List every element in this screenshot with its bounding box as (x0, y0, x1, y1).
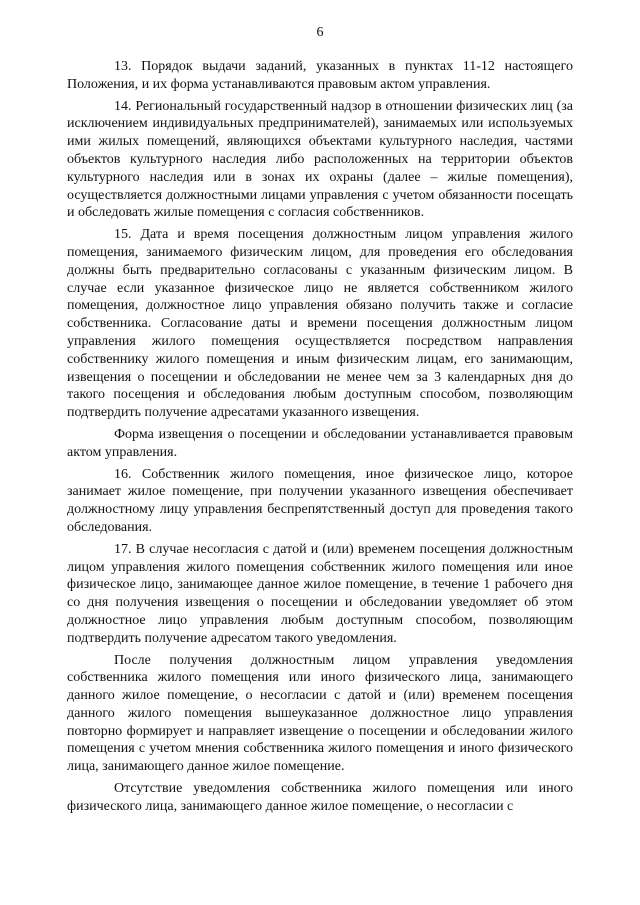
paragraph-14: 14. Региональный государственный надзор в отношении физических лиц (за исключением индивидуальных предпринимателей), занимаемых или используемых ими жилых помещений, являющихся объектами культурного наследия, частями объектов культурного наследия либо расположенных на территории объектов культурного наследия или в зонах их охраны (далее – жилые помещения), осуществляется должностными лицами управления с учетом обязанности посещать и обследовать жилые помещения с согласия собственников. (67, 98, 573, 221)
paragraph-15: 15. Дата и время посещения должностным лицом управления жилого помещения, занимаемого физическим лицом, для проведения его обследования должны быть предварительно согласованы с указанным физическим лицом. В случае если указанное физическое лицо не является собственником жилого помещения, должностное лицо управления обязано получить также и согласие собственника. Согласование даты и времени посещения должностным лицом управления жилого помещения осуществляется посредством направления собственнику жилого помещения и иным физическим лицам, его занимающим, извещения о посещении и обследовании не менее чем за 3 календарных дня до такого посещения и обследования любым доступным способом, позволяющим подтвердить получение адресатами указанного извещения. (67, 227, 573, 421)
paragraph-after-notification: После получения должностным лицом управления уведомления собственника жилого помещения или иного физического лица, занимающего данного жилое помещение, о несогласии с датой и (или) временем посещения данного жилого помещения вышеуказанное должностное лицо управления повторно формирует и направляет извещение о посещении и обследовании жилого помещения с учетом мнения собственника жилого помещения и иного физического лица, занимающего данное жилое помещение. (67, 652, 573, 775)
paragraph-17: 17. В случае несогласия с датой и (или) временем посещения должностным лицом управления жилого помещения собственник жилого помещения или иное физическое лицо, занимающее данное жилое помещение, в течение 1 рабочего дня со дня получения извещения о посещении и обследовании уведомляет об этом должностное лицо управления любым доступным способом, позволяющим подтвердить получение адресатом такого уведомления. (67, 541, 573, 646)
page-number: 6 (316, 25, 324, 40)
paragraph-13: 13. Порядок выдачи заданий, указанных в пунктах 11-12 настоящего Положения, и их форма устанавливаются правовым актом управления. (67, 59, 573, 92)
document-body (67, 58, 573, 816)
paragraph-absence-of-notification: Отсутствие уведомления собственника жилого помещения или иного физического лица, занимающего данное жилое помещение, о несогласии с (67, 781, 573, 814)
paragraph-notice-form: Форма извещения о посещении и обследовании устанавливается правовым актом управления. (67, 426, 573, 460)
paragraph-16: 16. Собственник жилого помещения, иное физическое лицо, которое занимает жилое помещение, при получении указанного извещения обеспечивает должностному лицу управления беспрепятственный доступ для проведения такого обследования. (67, 466, 573, 535)
